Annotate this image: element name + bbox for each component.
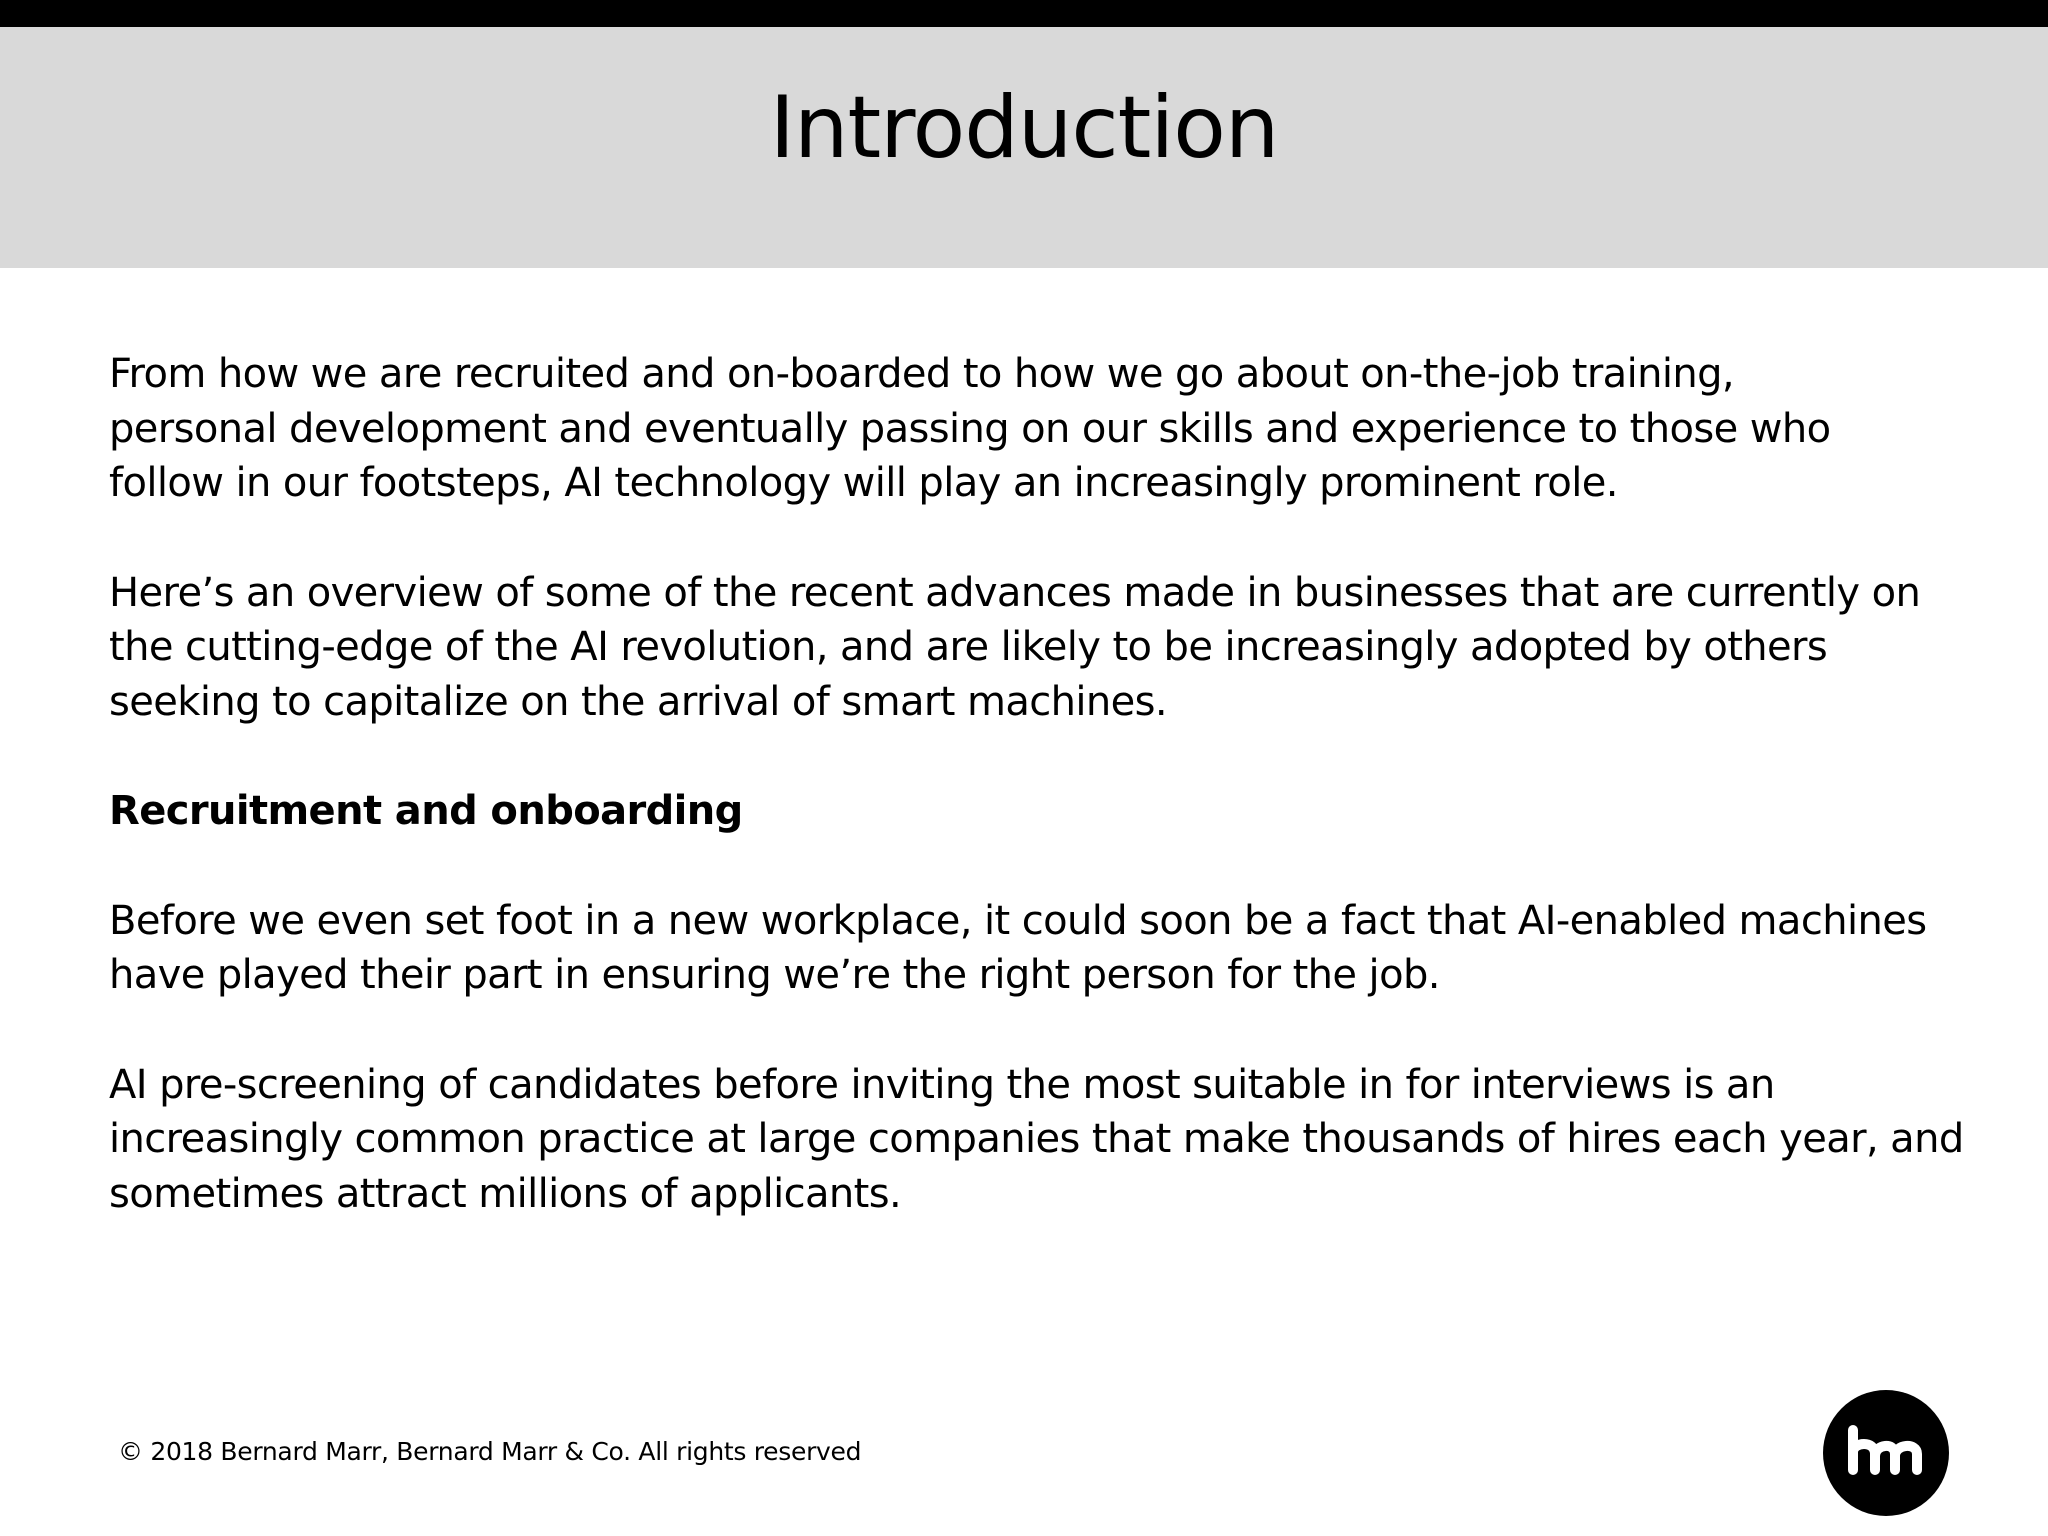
slide-content bbox=[109, 347, 2009, 1276]
bm-logo-icon bbox=[1823, 1390, 1949, 1516]
text-line: AI pre-screening of candidates before inviting the most suitable in for interviews is an bbox=[109, 1061, 1775, 1108]
text-line: seeking to capitalize on the arrival of smart machines. bbox=[109, 678, 1168, 725]
title-band bbox=[0, 27, 2048, 268]
section-heading: Recruitment and onboarding bbox=[109, 788, 743, 834]
intro-paragraph-1 bbox=[109, 347, 2009, 511]
page-title: Introduction bbox=[769, 77, 1279, 178]
text-line: the cutting-edge of the AI revolution, and are likely to be increasingly adopted by others bbox=[109, 624, 1828, 670]
bm-logo-glyph bbox=[1823, 1390, 1949, 1516]
text-line: have played their part in ensuring we’re the right person for the job. bbox=[109, 952, 1440, 998]
text-line: personal development and eventually passing on our skills and experience to those who bbox=[109, 405, 1831, 452]
top-bar bbox=[0, 0, 2048, 27]
text-line: sometimes attract millions of applicants. bbox=[109, 1170, 902, 1217]
text-line: follow in our footsteps, AI technology will play an increasingly prominent role. bbox=[109, 460, 1618, 506]
text-line: Here’s an overview of some of the recent advances made in businesses that are currently on bbox=[109, 569, 1921, 616]
text-line: Before we even set foot in a new workplace, it could soon be a fact that AI-enabled machines bbox=[109, 897, 1927, 944]
intro-paragraph-2 bbox=[109, 566, 2009, 730]
copyright-text: © 2018 Bernard Marr, Bernard Marr & Co. All rights reserved bbox=[118, 1437, 862, 1466]
text-line: increasingly common practice at large companies that make thousands of hires each year, and bbox=[109, 1116, 1964, 1162]
section-paragraph-2 bbox=[109, 1058, 2009, 1222]
section-paragraph-1 bbox=[109, 894, 2009, 1003]
text-line: From how we are recruited and on-boarded to how we go about on-the-job training, bbox=[109, 351, 1735, 397]
